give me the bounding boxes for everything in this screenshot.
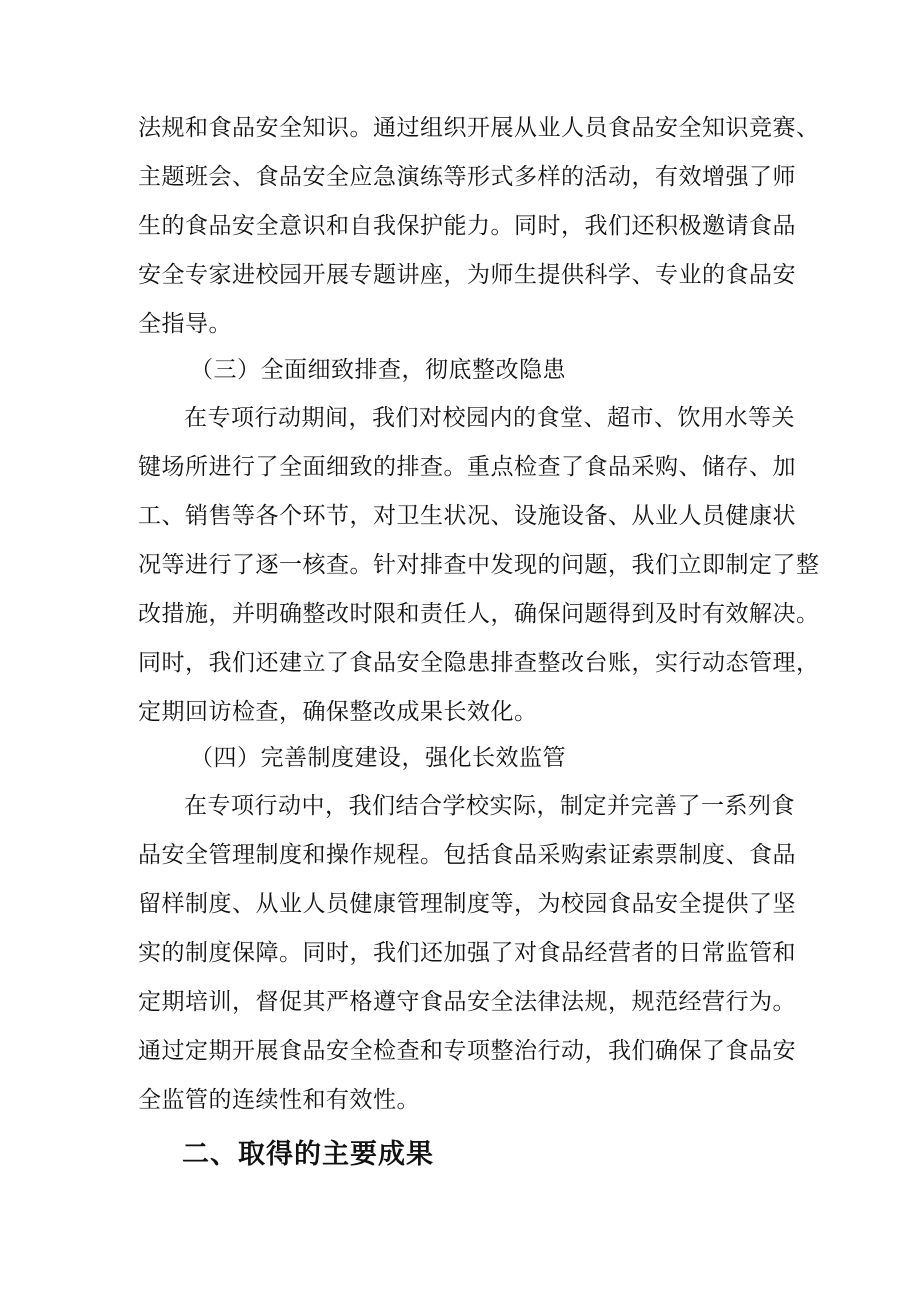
paragraph-1-line-4: 安全专家进校园开展专题讲座，为师生提供科学、专业的食品安 <box>138 262 796 288</box>
paragraph-3-line-3: 留样制度、从业人员健康管理制度等，为校园食品安全提供了坚 <box>138 891 796 917</box>
paragraph-3-line-4: 实的制度保障。同时，我们还加强了对食品经营者的日常监管和 <box>138 940 796 966</box>
subheading-3: （三）全面细致排查，彻底整改隐患 <box>190 357 566 383</box>
paragraph-2-line-4: 况等进行了逐一核查。针对排查中发现的问题，我们立即制定了整 <box>138 552 820 578</box>
paragraph-2-line-2: 键场所进行了全面细致的排查。重点检查了食品采购、储存、加 <box>138 454 796 480</box>
paragraph-2-line-3: 工、销售等各个环节，对卫生状况、设施设备、从业人员健康状 <box>138 503 796 529</box>
section-title: 二、取得的主要成果 <box>182 1139 434 1170</box>
paragraph-3-line-7: 全监管的连续性和有效性。 <box>138 1087 420 1113</box>
paragraph-2-line-7: 定期回访检查，确保整改成果长效化。 <box>138 699 538 725</box>
paragraph-1-line-5: 全指导。 <box>138 311 232 337</box>
paragraph-1-line-1: 法规和食品安全知识。通过组织开展从业人员食品安全知识竞赛、 <box>138 115 820 141</box>
paragraph-3-line-2: 品安全管理制度和操作规程。包括食品采购索证索票制度、食品 <box>138 842 796 868</box>
paragraph-2-line-1: 在专项行动期间，我们对校园内的食堂、超市、饮用水等关 <box>184 405 795 431</box>
paragraph-1-line-3: 生的食品安全意识和自我保护能力。同时，我们还积极邀请食品 <box>138 213 796 239</box>
paragraph-3-line-5: 定期培训，督促其严格遵守食品安全法律法规，规范经营行为。 <box>138 989 796 1015</box>
paragraph-3-line-6: 通过定期开展食品安全检查和专项整治行动，我们确保了食品安 <box>138 1038 796 1064</box>
paragraph-3-line-1: 在专项行动中，我们结合学校实际，制定并完善了一系列食 <box>184 793 795 819</box>
paragraph-1-line-2: 主题班会、食品安全应急演练等形式多样的活动，有效增强了师 <box>138 164 796 190</box>
subheading-4: （四）完善制度建设，强化长效监管 <box>190 745 566 771</box>
paragraph-2-line-5: 改措施，并明确整改时限和责任人，确保问题得到及时有效解决。 <box>138 601 820 627</box>
paragraph-2-line-6: 同时，我们还建立了食品安全隐患排查整改台账，实行动态管理， <box>138 650 820 676</box>
